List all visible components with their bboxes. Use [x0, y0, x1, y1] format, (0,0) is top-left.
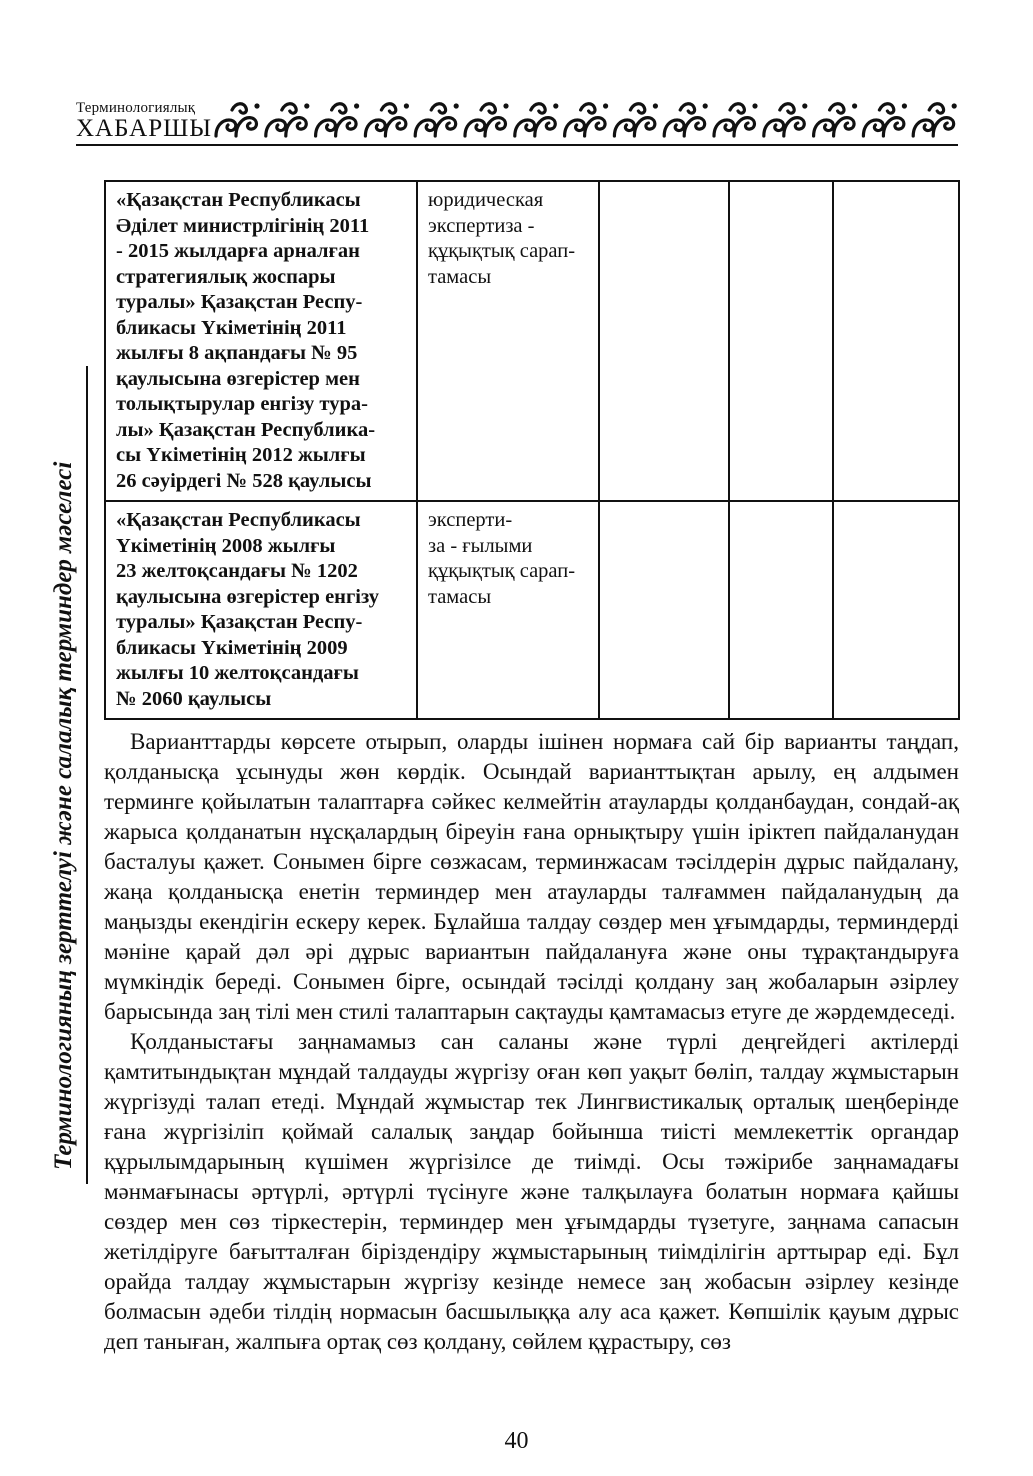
table-row	[105, 181, 959, 501]
document-cell-line: бликасы Үкіметінің 2009	[116, 636, 348, 659]
term-cell-line: тамасы	[428, 265, 492, 288]
ornament-motif	[913, 103, 957, 136]
document-cell-line: толықтырулар енгізу тура-	[116, 393, 368, 415]
document-cell-line: бликасы Үкіметінің 2011	[116, 316, 347, 339]
document-cell-line: стратегиялық жоспары	[116, 265, 336, 288]
ornament-motif	[266, 103, 310, 136]
empty-cell	[729, 181, 833, 501]
header-ornament	[212, 96, 960, 142]
empty-cell	[833, 181, 959, 501]
ornament-motif	[465, 103, 509, 136]
term-cell-line: эксперти-	[428, 509, 513, 531]
term-cell	[417, 181, 599, 501]
document-cell-line: № 2060 қаулысы	[116, 687, 272, 710]
empty-cell	[833, 501, 959, 719]
empty-cell	[599, 181, 729, 501]
term-cell-line: тамасы	[428, 585, 492, 608]
empty-cell	[729, 501, 833, 719]
journal-name-big: ХАБАРШЫ	[76, 115, 213, 142]
ornament-motif	[764, 103, 808, 136]
document-cell-line: лы» Қазақстан Республика-	[116, 418, 376, 441]
term-cell-line: юридическая	[428, 189, 544, 211]
empty-cell	[599, 501, 729, 719]
document-cell	[105, 181, 417, 501]
term-cell-line: құқықтық сарап-	[428, 560, 576, 582]
journal-name-small: Терминологиялық	[76, 100, 196, 116]
ornament-motif	[515, 103, 559, 136]
body-text	[104, 727, 959, 1357]
term-cell-line: экспертиза -	[428, 214, 535, 237]
document-cell-line: жылғы 10 желтоқсандағы	[116, 662, 359, 684]
ornament-motif	[316, 103, 360, 136]
document-cell	[105, 501, 417, 719]
ornament-motif	[863, 103, 907, 136]
ornament-motif	[664, 103, 708, 136]
ornament-motif	[814, 103, 858, 136]
ornament-motif	[565, 103, 609, 136]
document-cell-line: туралы» Қазақстан Респу-	[116, 291, 363, 313]
document-cell-line: - 2015 жылдарға арналған	[116, 240, 360, 262]
document-cell-line: Әділет министрлігінің 2011	[116, 214, 370, 237]
term-cell-line: за - ғылыми	[428, 534, 533, 557]
document-cell-line: 26 сәуірдегі № 528 қаулысы	[116, 469, 372, 492]
term-cell-line: құқықтық сарап-	[428, 240, 576, 262]
document-cell-line: қаулысына өзгерістер енгізу	[116, 585, 380, 608]
terms-table	[104, 180, 960, 720]
document-cell-line: Үкіметінің 2008 жылғы	[116, 534, 336, 557]
table-row	[105, 501, 959, 719]
page-number: 40	[504, 1428, 529, 1454]
ornament-motif	[415, 103, 459, 136]
document-cell-line: туралы» Қазақстан Респу-	[116, 611, 363, 633]
ornament-motif	[714, 103, 758, 136]
header-rule	[76, 144, 958, 146]
document-cell-line: «Қазақстан Республикасы	[116, 189, 361, 211]
document-cell-line: «Қазақстан Республикасы	[116, 509, 361, 531]
section-side-title: Терминологияның зерттелуі және салалық терминдер мәселесі	[50, 461, 77, 1170]
document-cell-line: 23 желтоқсандағы № 1202	[116, 560, 358, 582]
ornament-motif	[614, 103, 658, 136]
paragraph: Қолданыстағы заңнамамыз сан саланы және түрлі деңгейдегі актілерді қамтитындықтан мұндай талдауды жүргізу оған көп уақыт бөліп, талдау жұмыстарын жүргізуді талап етеді. Мұндай жұмыстар тек Лингвистикалық орталық шеңберінде ғана жүргізіліп қоймай салалық заңдар бойынша тиісті мемлекеттік органдар құрылымдарының күшімен жүргізілсе де тиімді. Осы тәжірибе заңнамадағы мәнмағынасы әртүрлі, әртүрлі түсінуге және талқылауға болатын нормаға қайшы сөздер мен сөз тіркестерін, терминдер мен ұғымдарды түзетуге, заңнама сапасын жетілдіруге бағытталған біріздендіру жұмыстарының тиімділігін арттырар еді. Бұл орайда талдау жұмыстарын жүргізу кезінде немесе заң жобасын әзірлеу кезінде болмасын әдеби тілдің нормасын басшылыққа алу аса қажет. Көпшілік қауым дұрыс деп таныған, жалпыға ортақ сөз қолдану, сөйлем құрастыру, сөз	[104, 1029, 959, 1354]
document-cell-line: қаулысына өзгерістер мен	[116, 367, 360, 390]
ornament-motif	[365, 103, 409, 136]
document-cell-line: жылғы 8 ақпандағы № 95	[116, 342, 358, 364]
side-rule	[86, 366, 88, 1184]
term-cell	[417, 501, 599, 719]
ornament-motif	[216, 103, 260, 136]
paragraph: Варианттарды көрсете отырып, оларды ішінен нормаға сай бір варианты таңдап, қолданысқа ұсынуды жөн көрдік. Осындай варианттықтан арылу, ең алдымен терминге қойылатын талаптарға сәйкес келмейтін атауларды қолданбаудан, сондай-ақ жарыса қолданатын нұсқалардың біреуін ғана орнықтыру үшін іріктеп пайдаланудан басталуы қажет. Сонымен бірге сөзжасам, терминжасам тәсілдерін дұрыс пайдалану, жаңа қолданысқа енетін терминдер мен атауларды талғаммен пайдаланудың да маңызды екендігін ескеру керек. Бұлайша талдау сөздер мен ұғымдарды, терминдерді мәніне қарай дәл әрі дұрыс вариантын пайдалануға және оны тұрақтандыруға мүмкіндік береді. Сонымен бірге, осындай тәсілді қолдану заң жобаларын әзірлеу барысында заң тілі мен стилі талаптарын сақтауды қамтамасыз етуге де жәрдемдеседі.	[104, 729, 959, 1024]
document-cell-line: сы Үкіметінің 2012 жылғы	[116, 444, 366, 466]
